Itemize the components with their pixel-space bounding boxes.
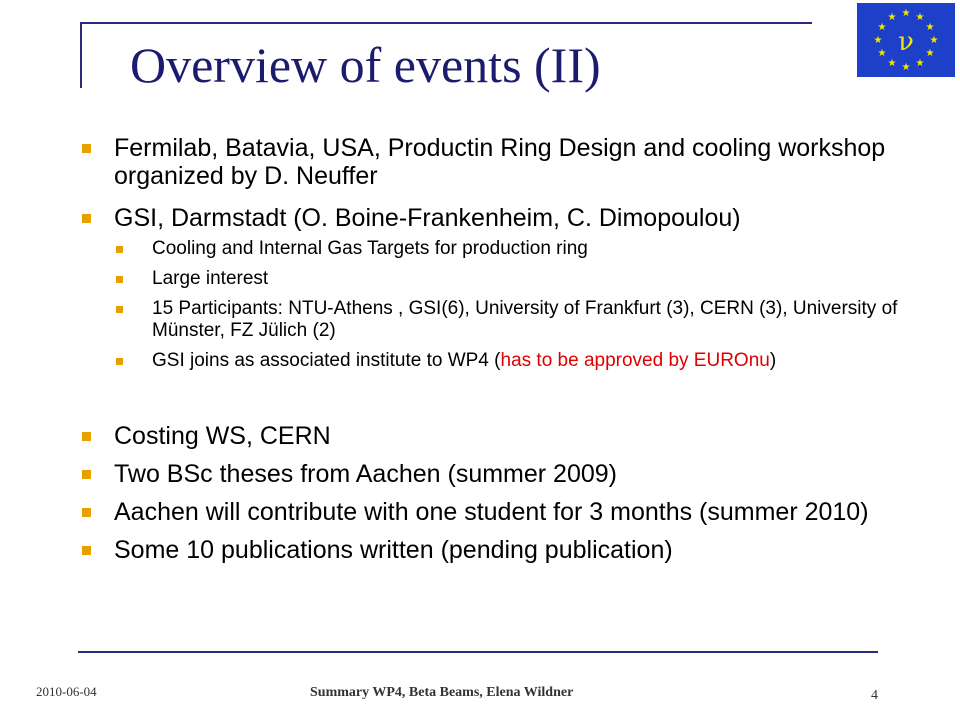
bullet-marker [82, 144, 91, 153]
nu-symbol: ν [898, 27, 914, 57]
footer-date: 2010-06-04 [36, 684, 97, 699]
svg-text:★: ★ [929, 35, 939, 46]
bullet-aachen-student [78, 498, 918, 526]
sub-bullet-text: 15 Participants: NTU-Athens , GSI(6), University of Frankfurt (3), CERN (3), University of Münster, FZ Jülich (2) [152, 298, 898, 341]
eu-flag-nu-logo-icon [857, 3, 955, 77]
svg-text:★: ★ [887, 12, 897, 23]
sub-bullet-list [114, 238, 918, 372]
bullet-marker [82, 214, 91, 223]
svg-text:★: ★ [925, 48, 935, 59]
sub-bullet-text: Large interest [152, 268, 269, 289]
bullet-text: Two BSc theses from Aachen (summer 2009) [114, 460, 617, 488]
svg-text:★: ★ [915, 58, 925, 69]
bullet-bsc-theses [78, 460, 918, 488]
bullet-text: GSI, Darmstadt (O. Boine-Frankenheim, C. Dimopoulou) [114, 204, 741, 232]
bullet-text: Some 10 publications written (pending publication) [114, 536, 673, 564]
slide-content [78, 134, 918, 564]
svg-text:★: ★ [887, 58, 897, 69]
svg-text:★: ★ [877, 22, 887, 33]
sub-bullet-marker [116, 306, 123, 313]
bullet-text: Aachen will contribute with one student for 3 months (summer 2010) [114, 498, 869, 526]
page-number: 4 [871, 688, 878, 703]
svg-text:★: ★ [901, 62, 911, 73]
svg-text:★: ★ [873, 35, 883, 46]
title-frame-top-rule [80, 22, 812, 24]
sub-bullet-text: GSI joins as associated institute to WP4 ( [152, 350, 501, 371]
sub-bullet-marker [116, 246, 123, 253]
bullet-gsi [78, 204, 918, 372]
sub-bullet-text: Cooling and Internal Gas Targets for production ring [152, 238, 588, 259]
bullet-publications [78, 536, 918, 564]
bullet-marker [82, 546, 91, 555]
svg-text:★: ★ [877, 48, 887, 59]
bullet-text: Costing WS, CERN [114, 422, 331, 450]
bullet-fermilab [78, 134, 918, 190]
footer-title: Summary WP4, Beta Beams, Elena Wildner [310, 685, 574, 700]
bullet-list [78, 134, 918, 564]
svg-text:★: ★ [901, 8, 911, 19]
sub-bullet-marker [116, 358, 123, 365]
bullet-marker [82, 470, 91, 479]
slide-title: Overview of events (II) [130, 37, 601, 93]
sub-bullet-marker [116, 276, 123, 283]
approval-note: has to be approved by EUROnu [500, 350, 770, 371]
svg-text:★: ★ [915, 12, 925, 23]
sub-bullet-interest [114, 268, 918, 290]
svg-text:★: ★ [925, 22, 935, 33]
sub-bullet-gsi-joins [114, 350, 918, 372]
bullet-costing [78, 422, 918, 450]
title-frame-left-rule [80, 22, 82, 88]
bullet-marker [82, 432, 91, 441]
sub-bullet-cooling [114, 238, 918, 260]
footer-rule [78, 651, 878, 653]
sub-bullet-participants [114, 298, 918, 342]
bullet-text: Fermilab, Batavia, USA, Productin Ring Design and cooling workshop organized by D. Neuffer [114, 134, 886, 190]
sub-bullet-tail: ) [769, 350, 777, 371]
bullet-marker [82, 508, 91, 517]
